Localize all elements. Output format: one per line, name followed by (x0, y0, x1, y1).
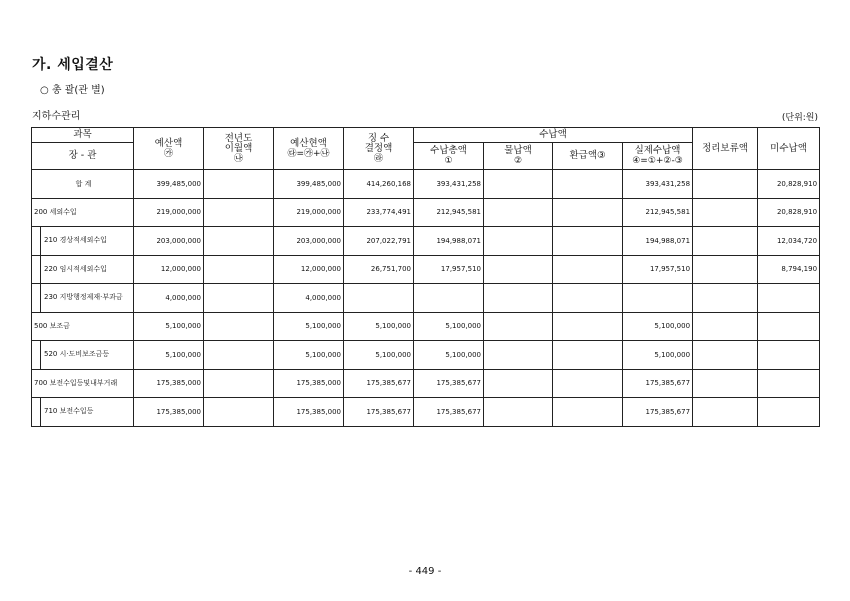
cell-misunap: 20,828,910 (758, 170, 820, 199)
table-row (32, 369, 820, 398)
cell-misunap: 12,034,720 (758, 227, 820, 256)
header-gwamok: 과목 (32, 128, 134, 143)
cell-hyeonaek: 12,000,000 (274, 255, 344, 284)
cell-misunap (758, 369, 820, 398)
header-mulnap-label: 물납액 (504, 145, 532, 156)
page-title: 가. 세입결산 (32, 57, 114, 73)
cell-yesan: 5,100,000 (134, 341, 204, 370)
cell-hyeonaek: 399,485,000 (274, 170, 344, 199)
cell-jeongri (693, 312, 758, 341)
row-label-cell (32, 284, 134, 313)
row-label: 710 보전수입등 (40, 398, 93, 426)
header-jeonnyeon-symbol: ㉯ (233, 153, 243, 164)
table-row (32, 341, 820, 370)
cell-misunap (758, 284, 820, 313)
row-label: 200 세외수입 (32, 198, 134, 227)
cell-jingsu (344, 284, 414, 313)
cell-sunap-total (414, 284, 484, 313)
header-yesan-symbol: ㉮ (163, 148, 173, 159)
cell-sunap-total: 194,988,071 (414, 227, 484, 256)
header-sunap-total-symbol: ① (444, 156, 453, 166)
cell-yesan: 12,000,000 (134, 255, 204, 284)
cell-jeongri (693, 369, 758, 398)
cell-hyeonaek: 203,000,000 (274, 227, 344, 256)
row-label: 210 경상적세외수입 (40, 227, 107, 255)
cell-jeonnyeon (204, 312, 274, 341)
cell-silje (623, 284, 693, 313)
cell-jingsu: 175,385,677 (344, 369, 414, 398)
cell-misunap: 8,794,190 (758, 255, 820, 284)
header-jingsu (344, 128, 414, 170)
cell-jeongri (693, 170, 758, 199)
cell-hyeonaek: 175,385,000 (274, 369, 344, 398)
cell-jeonnyeon (204, 284, 274, 313)
header-jeonnyeon (204, 128, 274, 170)
cell-jeongri (693, 284, 758, 313)
cell-jeongri (693, 398, 758, 427)
header-jingsu-line1: 징 수 (367, 132, 390, 144)
section-name: 지하수관리 (32, 111, 81, 122)
cell-jingsu: 26,751,700 (344, 255, 414, 284)
cell-mulnap (484, 227, 553, 256)
cell-sunap-total: 5,100,000 (414, 341, 484, 370)
header-jingsu-line2: 결정액 (364, 142, 393, 154)
header-jeongri: 정리보류액 (693, 128, 758, 170)
table-row (32, 284, 820, 313)
cell-mulnap (484, 369, 553, 398)
cell-silje: 194,988,071 (623, 227, 693, 256)
cell-silje: 5,100,000 (623, 341, 693, 370)
cell-silje: 393,431,258 (623, 170, 693, 199)
header-sunap-total (414, 143, 484, 170)
cell-jingsu: 175,385,677 (344, 398, 414, 427)
row-label: 500 보조금 (32, 312, 134, 341)
row-label: 520 시·도비보조금등 (40, 341, 109, 369)
cell-hwangeup (553, 284, 623, 313)
row-label: 220 임시적세외수입 (40, 256, 107, 284)
cell-yesan: 175,385,000 (134, 369, 204, 398)
table-row (32, 198, 820, 227)
cell-yesan: 5,100,000 (134, 312, 204, 341)
cell-misunap (758, 312, 820, 341)
cell-sunap-total: 175,385,677 (414, 369, 484, 398)
cell-hyeonaek: 175,385,000 (274, 398, 344, 427)
cell-jeonnyeon (204, 369, 274, 398)
cell-hwangeup (553, 369, 623, 398)
cell-hwangeup (553, 170, 623, 199)
cell-sunap-total: 212,945,581 (414, 198, 484, 227)
header-yesan-label: 예산액 (154, 137, 183, 149)
cell-hyeonaek: 219,000,000 (274, 198, 344, 227)
row-label: 230 지방행정제재·부과금 (40, 284, 123, 312)
cell-yesan: 175,385,000 (134, 398, 204, 427)
header-jang-gwan: 장 - 관 (32, 143, 134, 170)
cell-jeongri (693, 255, 758, 284)
cell-sunap-total: 175,385,677 (414, 398, 484, 427)
header-hwangeup: 환급액③ (553, 143, 623, 170)
table-row (32, 312, 820, 341)
header-sunap-total-label: 수납총액 (430, 145, 467, 156)
cell-sunap-total: 17,957,510 (414, 255, 484, 284)
cell-jingsu: 5,100,000 (344, 341, 414, 370)
cell-mulnap (484, 398, 553, 427)
header-silje-label: 실제수납액 (634, 145, 681, 156)
cell-silje: 175,385,677 (623, 369, 693, 398)
cell-silje: 175,385,677 (623, 398, 693, 427)
cell-mulnap (484, 170, 553, 199)
row-label-cell (32, 227, 134, 256)
row-label: 700 보전수입등및내부거래 (32, 369, 134, 398)
cell-jeongri (693, 227, 758, 256)
cell-jeonnyeon (204, 170, 274, 199)
header-sunap-group: 수납액 (414, 128, 693, 143)
cell-jeongri (693, 198, 758, 227)
table-row (32, 255, 820, 284)
cell-jingsu: 5,100,000 (344, 312, 414, 341)
cell-yesan: 203,000,000 (134, 227, 204, 256)
cell-jingsu: 414,260,168 (344, 170, 414, 199)
cell-hwangeup (553, 255, 623, 284)
header-jeonnyeon-line1: 전년도 (224, 132, 253, 144)
cell-jeongri (693, 341, 758, 370)
cell-jeonnyeon (204, 255, 274, 284)
cell-hyeonaek: 4,000,000 (274, 284, 344, 313)
table-row (32, 227, 820, 256)
unit-label: (단위:원) (781, 113, 818, 123)
header-hyeonaek-symbol: ㉰=㉮+㉯ (287, 148, 330, 159)
cell-hwangeup (553, 398, 623, 427)
cell-hyeonaek: 5,100,000 (274, 341, 344, 370)
cell-jeonnyeon (204, 198, 274, 227)
subtitle: ○ 총 괄(관 별) (40, 85, 105, 96)
header-misunap: 미수납액 (758, 128, 820, 170)
page-number: - 449 - (408, 566, 442, 577)
cell-yesan: 399,485,000 (134, 170, 204, 199)
header-jeonnyeon-line2: 이월액 (224, 142, 253, 154)
header-hyeonaek-label: 예산현액 (290, 137, 327, 149)
cell-mulnap (484, 284, 553, 313)
cell-hwangeup (553, 227, 623, 256)
cell-jeonnyeon (204, 398, 274, 427)
cell-jingsu: 233,774,491 (344, 198, 414, 227)
header-silje-symbol: ④=①+②-③ (632, 156, 683, 166)
cell-misunap (758, 341, 820, 370)
cell-sunap-total: 5,100,000 (414, 312, 484, 341)
header-mulnap-symbol: ② (513, 156, 523, 166)
settlement-table (31, 127, 820, 427)
cell-hwangeup (553, 198, 623, 227)
cell-hyeonaek: 5,100,000 (274, 312, 344, 341)
header-silje (623, 143, 693, 170)
table-row (32, 170, 820, 199)
header-yesan (134, 128, 204, 170)
row-label-cell (32, 398, 134, 427)
cell-sunap-total: 393,431,258 (414, 170, 484, 199)
cell-yesan: 219,000,000 (134, 198, 204, 227)
cell-mulnap (484, 312, 553, 341)
cell-hwangeup (553, 312, 623, 341)
cell-mulnap (484, 198, 553, 227)
cell-misunap (758, 398, 820, 427)
cell-mulnap (484, 255, 553, 284)
cell-silje: 212,945,581 (623, 198, 693, 227)
cell-misunap: 20,828,910 (758, 198, 820, 227)
cell-silje: 5,100,000 (623, 312, 693, 341)
row-label-cell (32, 341, 134, 370)
header-jingsu-symbol: ㉱ (373, 153, 383, 164)
cell-yesan: 4,000,000 (134, 284, 204, 313)
cell-jingsu: 207,022,791 (344, 227, 414, 256)
header-mulnap (484, 143, 553, 170)
row-label-cell (32, 255, 134, 284)
cell-mulnap (484, 341, 553, 370)
cell-jeonnyeon (204, 227, 274, 256)
cell-silje: 17,957,510 (623, 255, 693, 284)
cell-hwangeup (553, 341, 623, 370)
table-row (32, 398, 820, 427)
cell-jeonnyeon (204, 341, 274, 370)
header-hyeonaek (274, 128, 344, 170)
row-label: 합 계 (32, 170, 134, 199)
